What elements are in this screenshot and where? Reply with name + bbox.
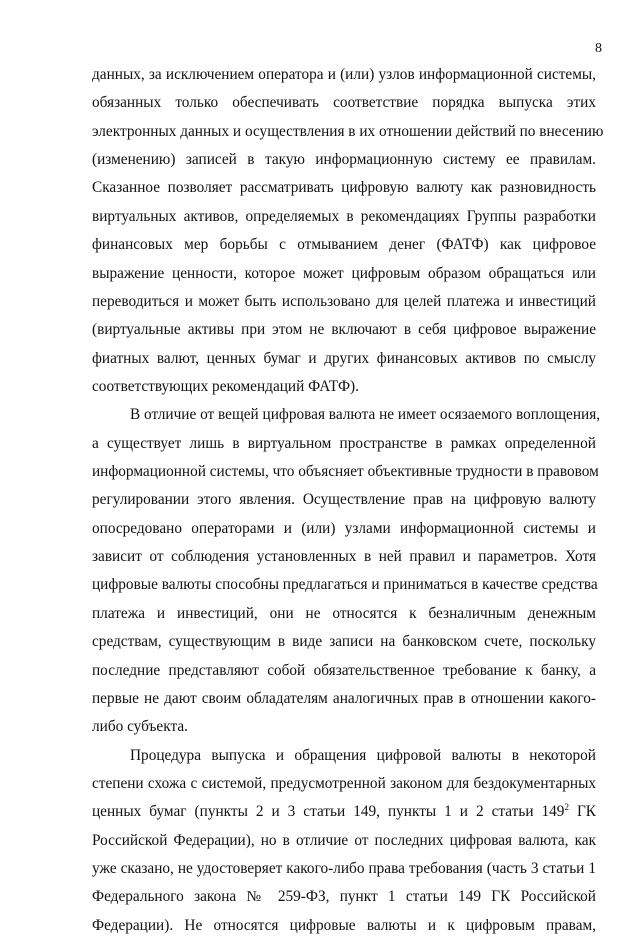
text-line-suffix: ГК [568, 803, 597, 821]
text-line [92, 260, 596, 288]
text-line [92, 61, 596, 89]
text-line [92, 345, 596, 373]
text-line [92, 685, 596, 713]
text-line-content: Российской Федерации), но в отличие от последних цифровая валюта, как [92, 831, 596, 849]
text-line-content: Федерации). Не относятся цифровые валюты и к цифровым правам, [92, 916, 596, 934]
text-line [92, 316, 596, 344]
text-line-content: электронных данных и осуществления в их отношении действий по внесению [92, 122, 604, 140]
text-line-content: регулировании этого явления. Осуществление прав на цифровую валюту [92, 491, 596, 509]
text-line [92, 798, 596, 826]
text-line [92, 430, 596, 458]
text-line-content: финансовых мер борьбы с отмыванием денег (ФАТФ) как цифровое [92, 236, 596, 254]
text-line [92, 288, 596, 316]
text-line-content: платежа и инвестиций, они не относятся к безналичным денежным [92, 604, 596, 622]
text-line [92, 486, 596, 514]
text-line [92, 515, 596, 543]
page-number: 8 [595, 41, 602, 56]
text-line-content: виртуальных активов, определяемых в рекомендациях Группы разработки [92, 207, 596, 225]
text-line-content: средствам, существующим в виде записи на банковском счете, поскольку [92, 633, 596, 651]
text-line-content: информационной системы, что объясняет объективные трудности в правовом [92, 463, 599, 481]
text-line [92, 118, 604, 146]
text-line [92, 912, 596, 940]
text-line-content: опосредовано операторами и (или) узлами информационной системы и [92, 519, 596, 537]
text-line-content: зависит от соблюдения установленных в ней правил и параметров. Хотя [92, 548, 596, 566]
text-line [92, 571, 596, 599]
text-line [92, 742, 596, 770]
text-line-content: фиатных валют, ценных бумаг и других финансовых активов по смыслу [92, 349, 596, 367]
text-line-content: первые не дают своим обладателям аналогичных прав в отношении какого- [92, 689, 596, 707]
text-line-content: (виртуальные активы при этом не включают в себя цифровое выражение [92, 321, 596, 339]
text-line-content: уже сказано, не удостоверяет какого-либо права требования (часть 3 статьи 1 [92, 860, 596, 878]
text-line-content: последние представляют собой обязательственное требование к банку, а [92, 661, 596, 679]
text-line-content: Сказанное позволяет рассматривать цифровую валюту как разновидность [92, 179, 596, 197]
text-line-content: либо субъекта. [92, 718, 188, 736]
text-line [92, 713, 596, 741]
text-line [92, 174, 596, 202]
text-line [92, 600, 596, 628]
text-line-content: переводиться и может быть использовано для целей платежа и инвестиций [92, 292, 596, 310]
text-line-content: (изменению) записей в такую информационную систему ее правилам. [92, 151, 596, 169]
text-line [92, 855, 596, 883]
text-line-content: степени схожа с системой, предусмотренной законом для бездокументарных [92, 774, 596, 792]
text-line-content: а существует лишь в виртуальном пространстве в рамках определенной [92, 434, 596, 452]
text-line [92, 628, 596, 656]
text-line-content: В отличие от вещей цифровая валюта не имеет осязаемого воплощения, [130, 406, 601, 424]
text-line [92, 373, 596, 401]
text-line-content: ценных бумаг (пункты 2 и 3 статьи 149, пункты 1 и 2 статьи 149 [92, 803, 565, 821]
text-line [92, 458, 599, 486]
text-line [92, 203, 596, 231]
text-line [92, 231, 596, 259]
text-line-content: данных, за исключением оператора и (или) узлов информационной системы, [92, 66, 596, 83]
text-line-content: Процедура выпуска и обращения цифровой валюты в некоторой [130, 746, 596, 764]
text-line [92, 827, 596, 855]
text-line [92, 883, 596, 911]
body-text [92, 61, 604, 940]
text-line [92, 657, 596, 685]
text-line-content: выражение ценности, которое может цифровым образом обращаться или [92, 264, 596, 282]
text-line-content: цифровые валюты способны предлагаться и приниматься в качестве средства [92, 576, 598, 594]
text-line-content: Федерального закона № 259-ФЗ, пункт 1 статьи 149 ГК Российской [92, 888, 596, 906]
text-line-content: соответствующих рекомендаций ФАТФ). [92, 377, 359, 395]
text-line [92, 543, 596, 571]
text-line-content: обязанных только обеспечивать соответствие порядка выпуска этих [92, 94, 596, 112]
text-line [92, 770, 596, 798]
text-line [92, 146, 596, 174]
text-line [92, 89, 596, 117]
text-line [92, 401, 601, 429]
superscript: 2 [564, 802, 569, 813]
